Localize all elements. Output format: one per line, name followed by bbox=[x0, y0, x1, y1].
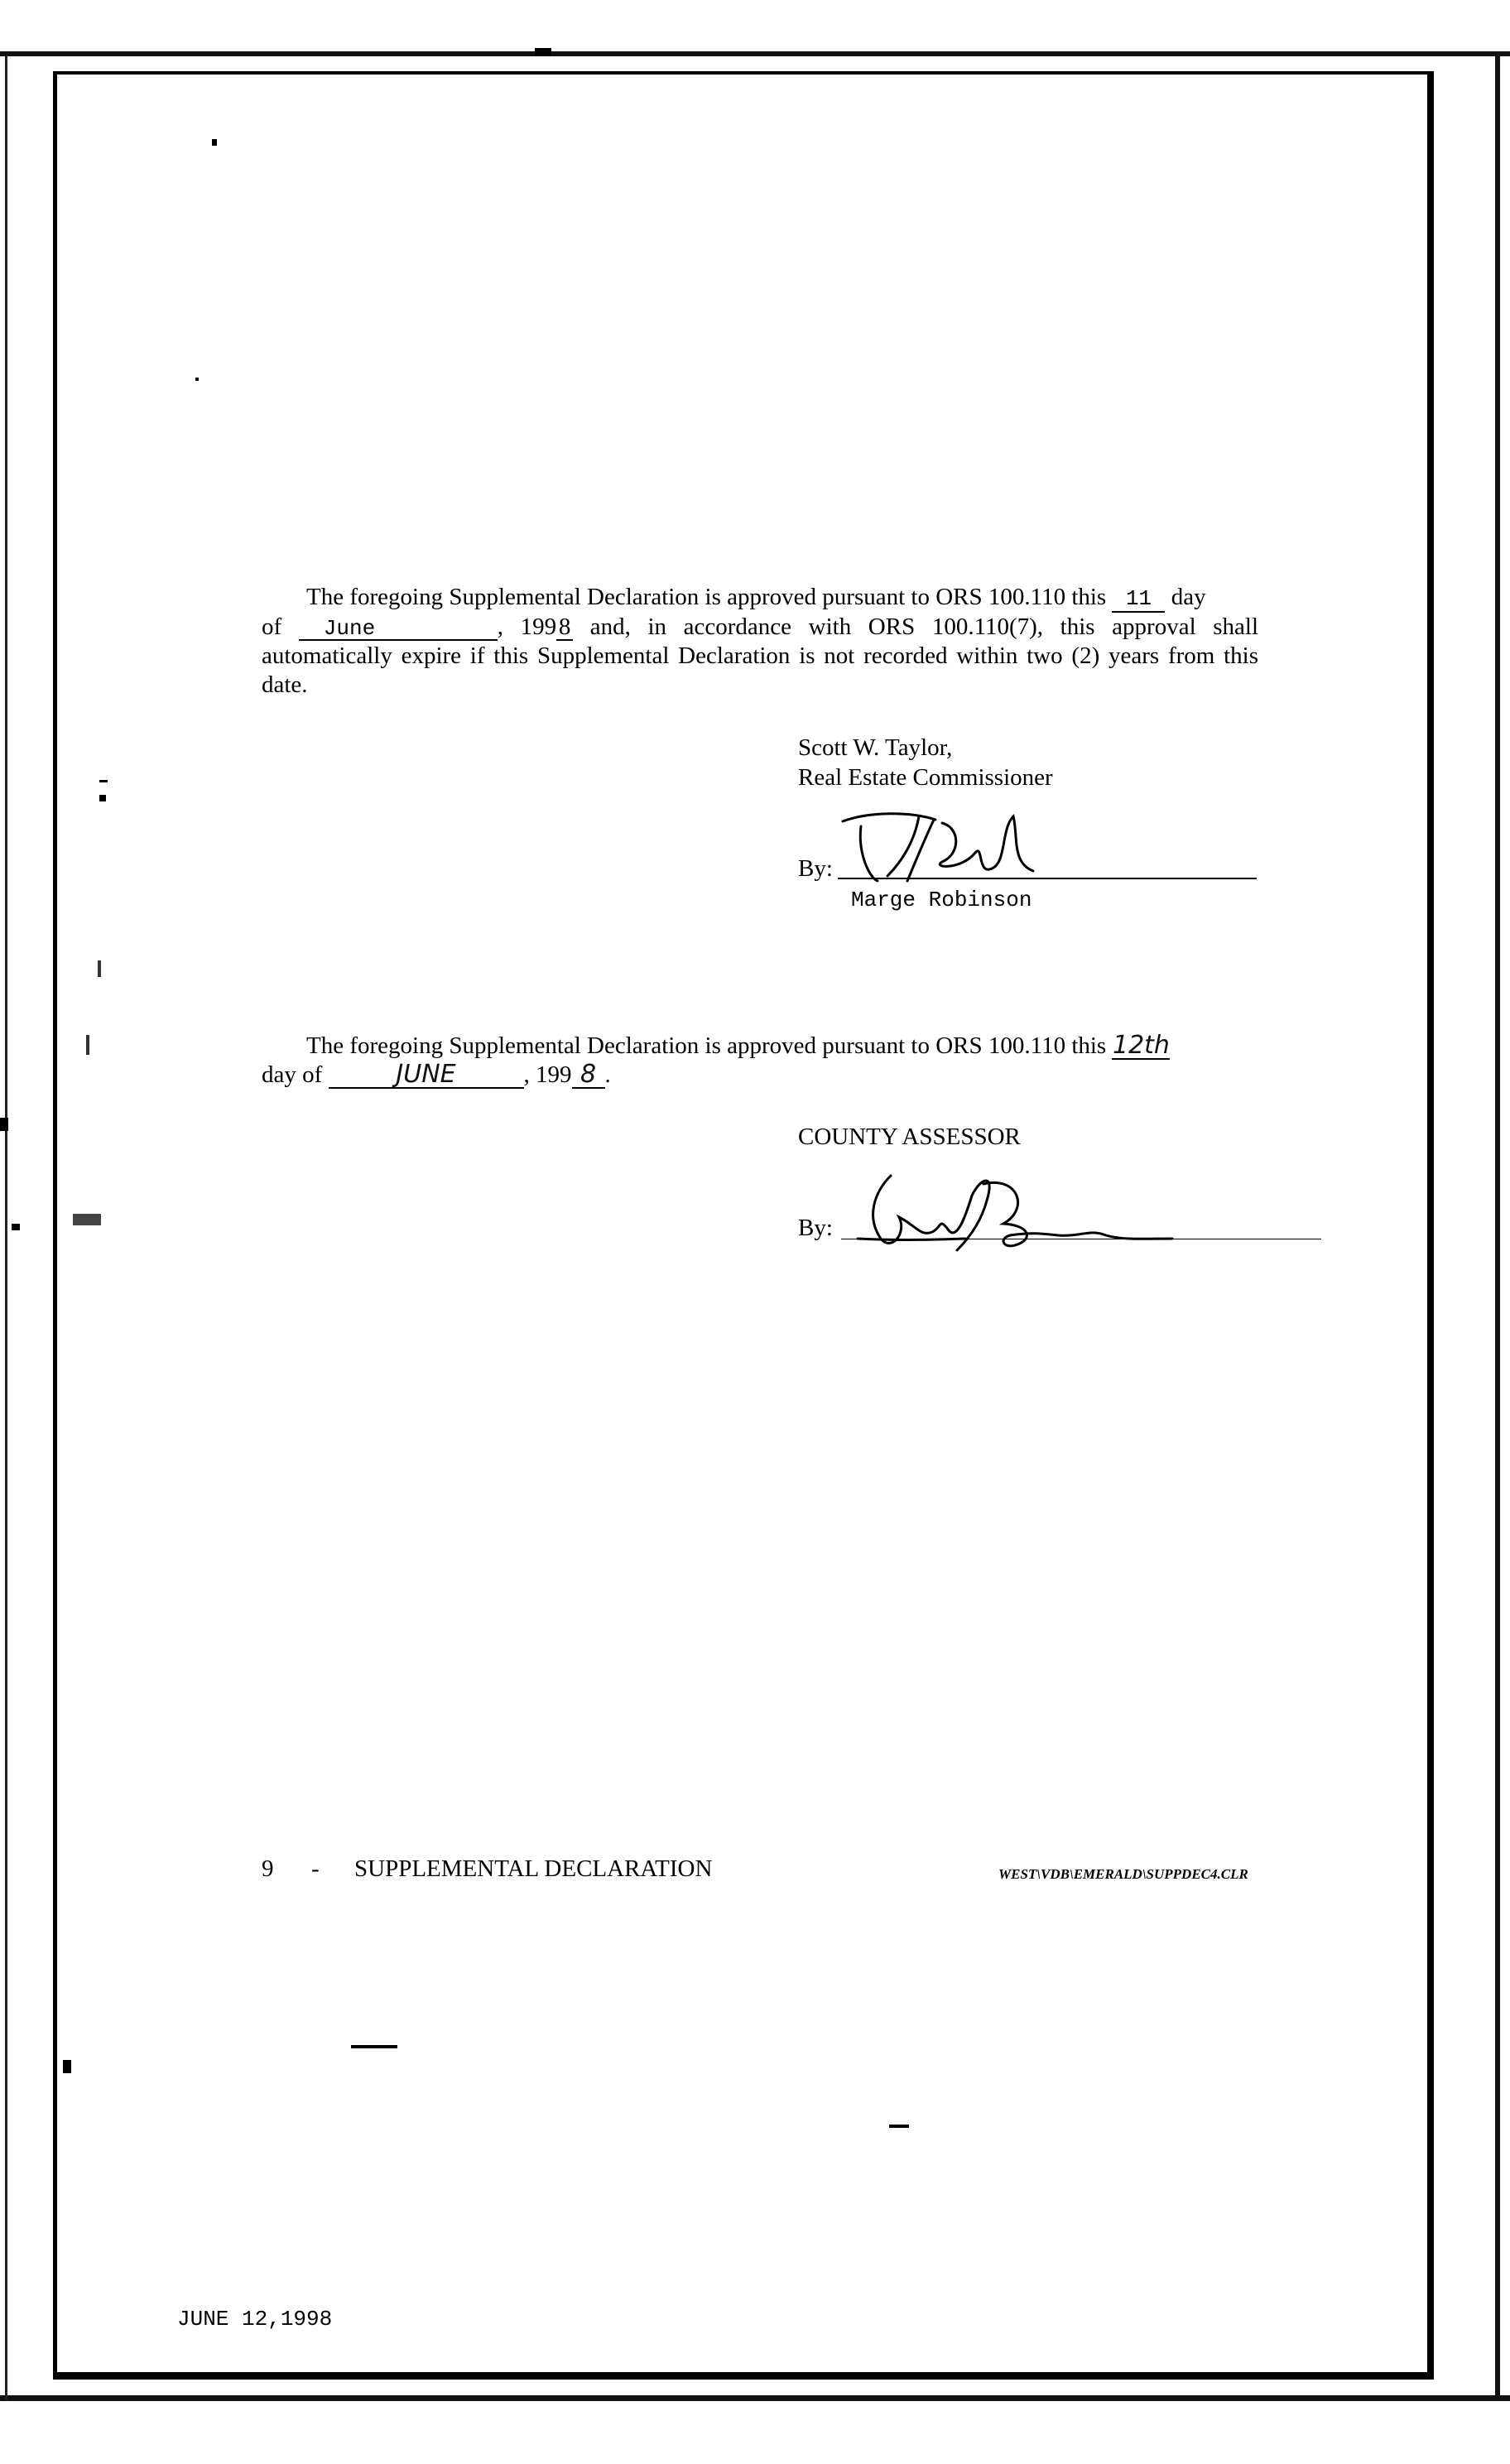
approval-1-text-e: and, in accordance with ORS 100.110(7), this approval shall automatically expire if this Supplemental Declaration is not recorded within two (2) years from this date. bbox=[262, 614, 1259, 698]
approval-2-text-d: . bbox=[604, 1061, 611, 1088]
scan-speck bbox=[889, 2125, 909, 2128]
approval-2-day-field: 12th bbox=[1112, 1031, 1170, 1060]
recording-date-stamp: JUNE 12,1998 bbox=[177, 2307, 333, 2332]
approval-paragraph-1 bbox=[262, 583, 1258, 700]
approval-1-year-field: 8 bbox=[556, 614, 573, 641]
page-frame bbox=[53, 71, 1434, 2380]
scan-speck bbox=[351, 2045, 397, 2048]
scan-speck bbox=[212, 139, 217, 146]
scan-speck bbox=[73, 1214, 101, 1225]
approval-1-text-b: day bbox=[1171, 584, 1206, 610]
commissioner-name: Scott W. Taylor, bbox=[798, 734, 953, 761]
footer-file-path: WEST\VDB\EMERALD\SUPPDEC4.CLR bbox=[998, 1866, 1248, 1882]
approval-1-text-a: The foregoing Supplemental Declaration is approved pursuant to ORS 100.110 this bbox=[306, 584, 1107, 610]
scan-edge-left bbox=[5, 56, 7, 2399]
assessor-by-label: By: bbox=[798, 1215, 833, 1241]
commissioner-by-label: By: bbox=[798, 855, 833, 882]
scan-edge-right bbox=[1495, 53, 1500, 2399]
commissioner-signer-typed: Marge Robinson bbox=[851, 888, 1032, 912]
commissioner-title: Real Estate Commissioner bbox=[798, 764, 1053, 791]
footer-page-number: 9 bbox=[262, 1855, 274, 1882]
scan-speck bbox=[99, 795, 106, 801]
scan-speck bbox=[98, 960, 101, 977]
scan-speck bbox=[99, 780, 108, 782]
scan-speck bbox=[0, 1118, 8, 1131]
scan-speck bbox=[86, 1035, 89, 1055]
approval-1-text-d: , 199 bbox=[497, 614, 557, 640]
approval-2-text-c: , 199 bbox=[523, 1061, 572, 1088]
approval-1-day-field: 11 bbox=[1112, 586, 1165, 613]
assessor-signature bbox=[841, 1159, 1189, 1258]
approval-1-text-c: of bbox=[262, 614, 282, 640]
approval-2-year-field: 8 bbox=[572, 1062, 605, 1089]
scan-speck bbox=[12, 1224, 20, 1230]
approval-paragraph-2 bbox=[262, 1032, 1258, 1090]
scan-speck bbox=[63, 2060, 71, 2073]
approval-2-text-b: day of bbox=[262, 1061, 323, 1088]
scan-speck bbox=[535, 48, 551, 56]
approval-1-month-field: June bbox=[299, 616, 498, 641]
assessor-title: COUNTY ASSESSOR bbox=[798, 1124, 1021, 1150]
footer-separator: - bbox=[311, 1855, 320, 1882]
approval-2-text-a: The foregoing Supplemental Declaration is approved pursuant to ORS 100.110 this bbox=[306, 1032, 1107, 1059]
footer-document-title: SUPPLEMENTAL DECLARATION bbox=[354, 1855, 713, 1882]
scan-speck bbox=[195, 378, 199, 381]
approval-2-month-field: JUNE bbox=[329, 1062, 524, 1089]
commissioner-signature bbox=[836, 795, 1051, 894]
scan-edge-bottom bbox=[0, 2395, 1510, 2401]
scan-edge-top bbox=[0, 51, 1510, 56]
